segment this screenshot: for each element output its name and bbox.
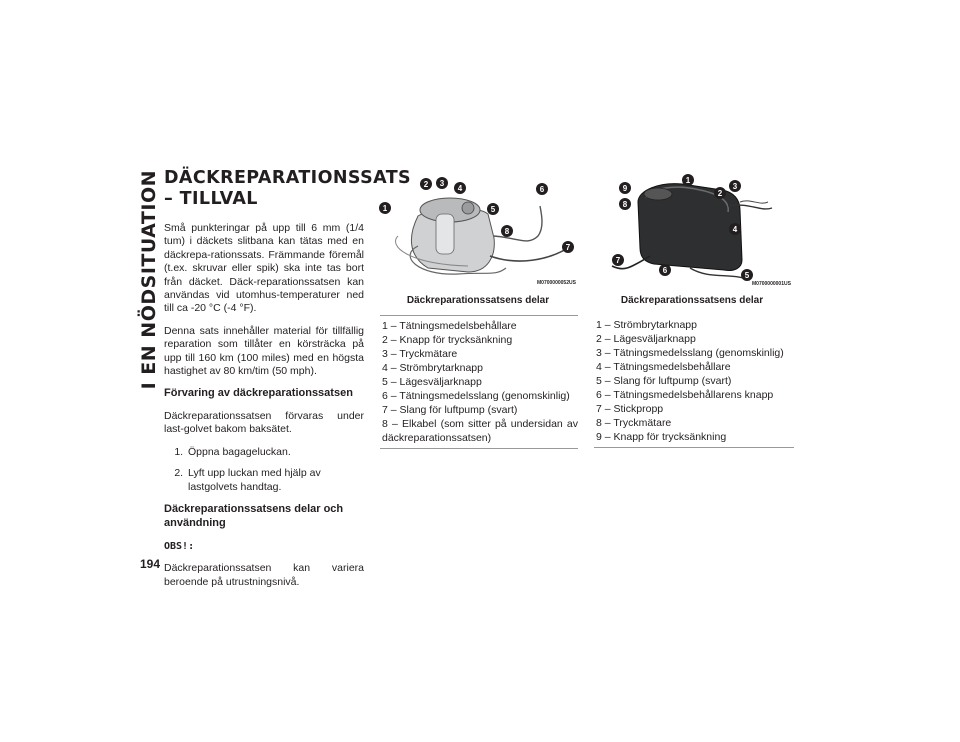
intro-paragraph-2: Denna sats innehåller material för tillfällig reparation som tillåter en körsträcka på upp till 160 km (100 miles) med en högsta hastighet av 80 km/tim (50 mph).	[164, 324, 364, 378]
callout-1: 1	[379, 202, 391, 214]
chapter-side-tab	[132, 170, 166, 550]
figure-1-legend	[380, 315, 578, 449]
legend-item: 3 – Tryckmätare	[382, 348, 458, 360]
legend-item: 1 – Strömbrytarknapp	[596, 319, 697, 331]
callout-7: 7	[612, 254, 624, 266]
legend-item: 8 – Tryckmätare	[596, 417, 672, 429]
tire-repair-kit-2-drawing	[610, 172, 794, 288]
figure-2-legend	[594, 315, 794, 448]
section-title: DÄCKREPARATIONSSATS – TILLVAL	[164, 168, 412, 209]
callout-2: 2	[420, 178, 432, 190]
main-text-column	[164, 168, 412, 598]
chapter-title: I EN NÖDSITUATION	[138, 170, 160, 390]
legend-item: 4 – Strömbrytarknapp	[382, 362, 483, 374]
figure-2-illustration	[610, 172, 794, 288]
legend-item: 4 – Tätningsmedelsbehållare	[596, 361, 731, 373]
callout-7: 7	[562, 241, 574, 253]
storage-steps	[164, 446, 364, 494]
callout-4: 4	[729, 223, 741, 235]
callout-9: 9	[619, 182, 631, 194]
parts-heading: Däckreparationssatsens delar och användning	[164, 502, 344, 529]
storage-step: 1. Öppna bagageluckan.	[186, 446, 364, 459]
callout-4: 4	[454, 182, 466, 194]
intro-paragraph-1: Små punkteringar på upp till 6 mm (1/4 tum) i däckets slitbana kan tätas med en däckrepa-rationssats. Främmande föremål (t.ex. skruvar eller spik) ska inte tas bort från däcket. Däck-reparationssatsen kan användas vid utomhus-temperaturer ned till ca -20 °C (-4 °F).	[164, 222, 364, 315]
callout-8: 8	[619, 198, 631, 210]
legend-item: 5 – Slang för luftpump (svart)	[596, 375, 732, 387]
storage-step: 2. Lyft upp luckan med hjälp av lastgolvets handtag.	[186, 467, 364, 494]
figure-1-code: M0700000052US	[537, 280, 576, 286]
callout-2: 2	[714, 187, 726, 199]
legend-item: 2 – Knapp för trycksänkning	[382, 334, 513, 346]
legend-item: 8 – Elkabel (som sitter på undersidan av däckreparationssatsen)	[382, 418, 578, 444]
page-number: 194	[140, 557, 161, 571]
callout-6: 6	[659, 264, 671, 276]
callout-6: 6	[536, 183, 548, 195]
callout-5: 5	[741, 269, 753, 281]
figure-2-caption: Däckreparationssatsens delar	[620, 295, 764, 306]
callout-3: 3	[436, 177, 448, 189]
callout-1: 1	[682, 174, 694, 186]
legend-item: 7 – Stickpropp	[596, 403, 664, 415]
figure-1-caption: Däckreparationssatsens delar	[406, 295, 550, 306]
legend-item: 7 – Slang för luftpump (svart)	[382, 404, 518, 416]
callout-8: 8	[501, 225, 513, 237]
legend-item: 9 – Knapp för trycksänkning	[596, 431, 727, 443]
note-text: Däckreparationssatsen kan variera beroende på utrustningsnivå.	[164, 562, 364, 588]
legend-item: 2 – Lägesväljarknapp	[596, 333, 696, 345]
callout-3: 3	[729, 180, 741, 192]
legend-item: 3 – Tätningsmedelsslang (genomskinlig)	[596, 347, 784, 359]
figure-2-code: M0700000001US	[752, 281, 791, 287]
storage-heading: Förvaring av däckreparationssatsen	[164, 387, 353, 400]
storage-text: Däckreparationssatsen förvaras under last-golvet bakom baksätet.	[164, 409, 364, 436]
callout-5: 5	[487, 203, 499, 215]
legend-item: 6 – Tätningsmedelsbehållarens knapp	[596, 389, 774, 401]
note-label: OBS!:	[164, 540, 195, 552]
legend-item: 1 – Tätningsmedelsbehållare	[382, 320, 517, 332]
legend-item: 6 – Tätningsmedelsslang (genomskinlig)	[382, 390, 570, 402]
legend-item: 5 – Lägesväljarknapp	[382, 376, 482, 388]
